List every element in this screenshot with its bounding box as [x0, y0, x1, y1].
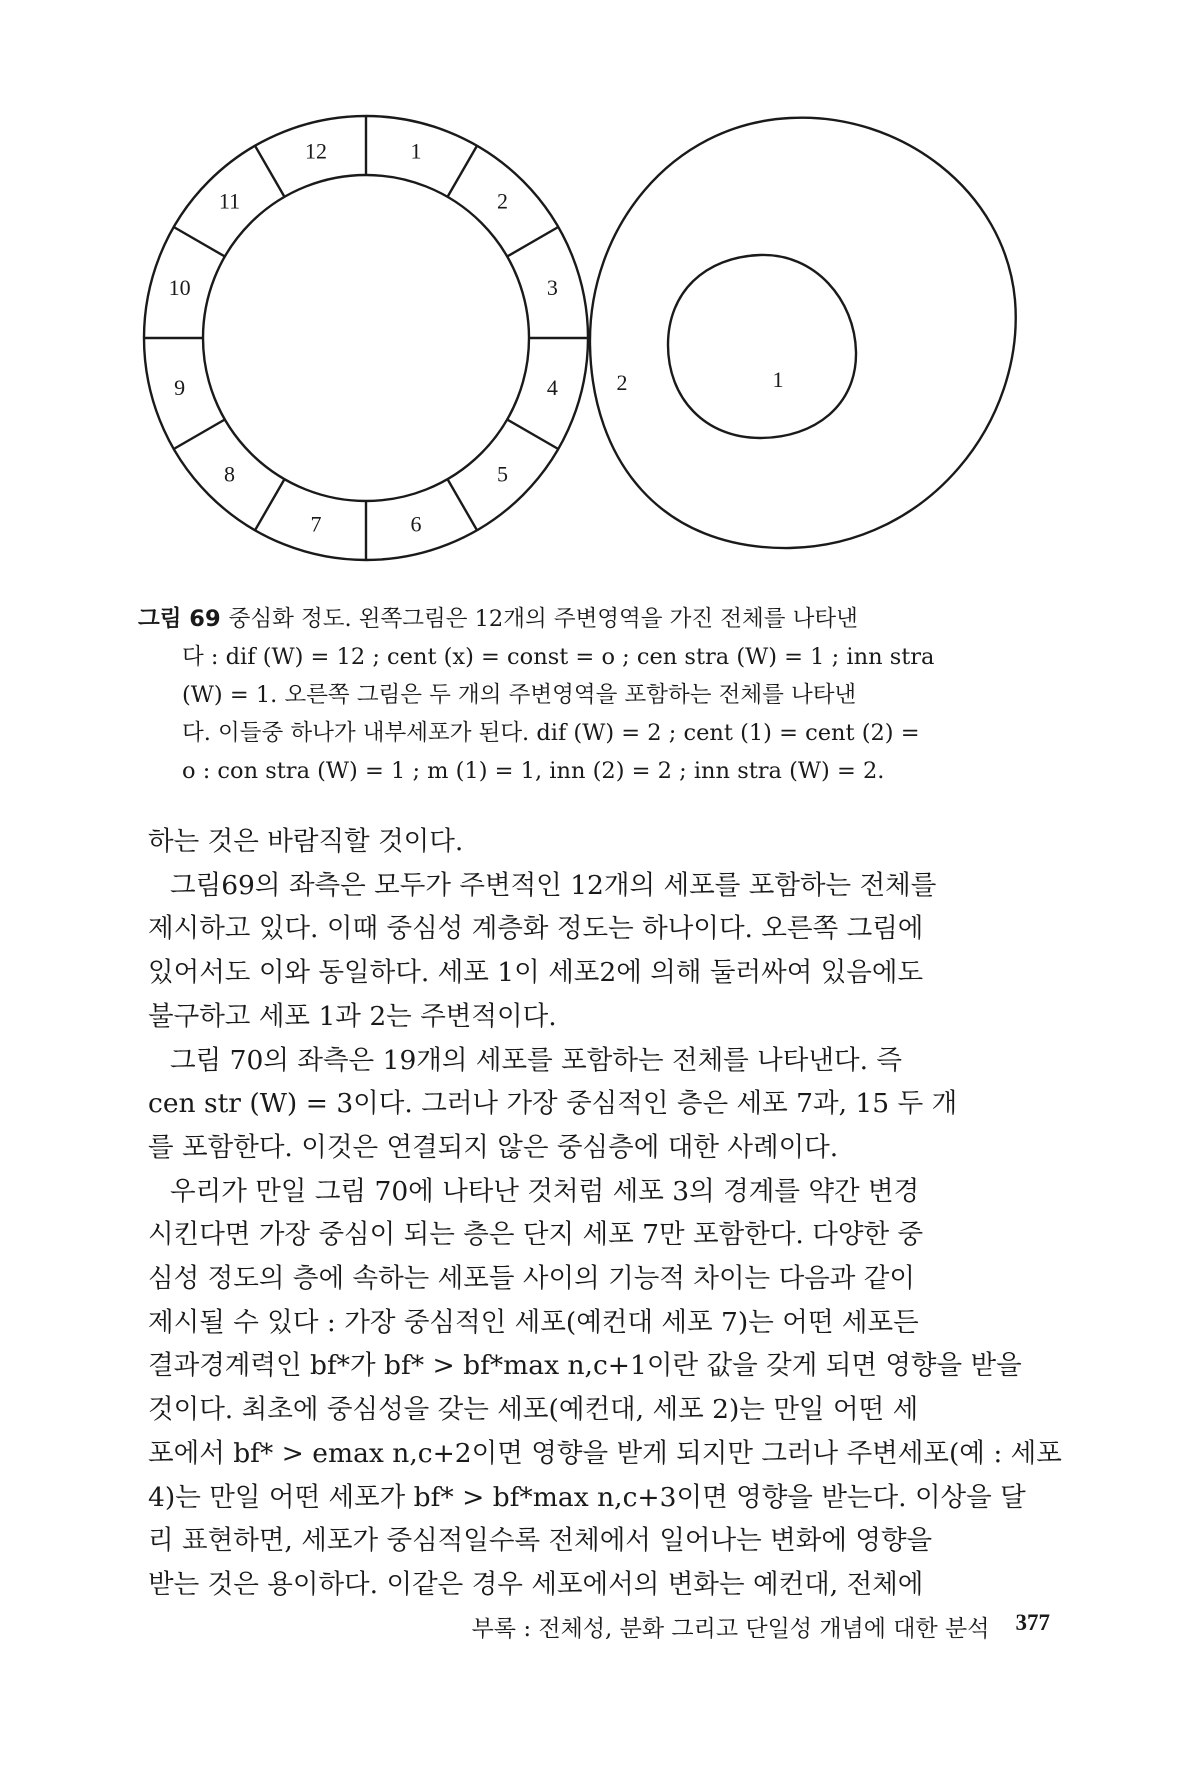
body-line: 그림69의 좌측은 모두가 주변적인 12개의 세포를 포함하는 전체를 — [170, 869, 937, 901]
segment-divider — [448, 479, 478, 530]
body-line: 리 표현하면, 세포가 중심적일수록 전체에서 일어나는 변화에 영향을 — [148, 1525, 933, 1557]
body-text — [148, 820, 1062, 1607]
body-line: 불구하고 세포 1과 2는 주변적이다. — [148, 1000, 557, 1032]
segment-divider — [255, 479, 285, 530]
body-line: 하는 것은 바람직할 것이다. — [148, 826, 464, 857]
segment-label: 6 — [410, 511, 422, 537]
caption-line-3: (W) = 1. 오른쪽 그림은 두 개의 주변영역을 포함하는 전체를 나타낸 — [182, 682, 857, 708]
body-line: 4)는 만일 어떤 세포가 bf* > bf*max n,c+3이면 영향을 받는다. 이상을 달 — [148, 1481, 1026, 1513]
body-line: cen str (W) = 3이다. 그러나 가장 중심적인 층은 세포 7과, 15 두 개 — [148, 1088, 958, 1120]
body-line: 제시하고 있다. 이때 중심성 계층화 정도는 하나이다. 오른쪽 그림에 — [148, 913, 924, 945]
caption-line-2: 다 : dif (W) = 12 ; cent (x) = const = o ; cen stra (W) = 1 ; inn stra — [182, 644, 935, 670]
left-segment-labels — [169, 139, 558, 537]
segment-divider — [448, 146, 478, 197]
caption-line-5: o : con stra (W) = 1 ; m (1) = 1, inn (2) = 2 ; inn stra (W) = 2. — [182, 758, 885, 784]
segment-label: 1 — [410, 138, 422, 164]
segment-label: 9 — [174, 374, 186, 400]
right-inner-label: 1 — [772, 367, 784, 392]
caption-line-4: 다. 이들중 하나가 내부세포가 된다. dif (W) = 2 ; cent (1) = cent (2) = — [182, 720, 920, 746]
body-line: 제시될 수 있다 : 가장 중심적인 세포(예컨대 세포 7)는 어떤 세포든 — [148, 1306, 919, 1338]
body-line: 포에서 bf* > emax n,c+2이면 영향을 받게 되지만 그러나 주변세포(예 : 세포 — [148, 1437, 1062, 1469]
segment-divider — [507, 227, 558, 257]
segment-label: 7 — [310, 511, 322, 537]
segment-divider — [507, 420, 558, 450]
segment-label: 12 — [305, 138, 328, 164]
body-line: 심성 정도의 층에 속하는 세포들 사이의 기능적 차이는 다음과 같이 — [148, 1263, 915, 1295]
body-line: 있어서도 이와 동일하다. 세포 1이 세포2에 의해 둘러싸여 있음에도 — [148, 957, 924, 989]
page-number: 377 — [1015, 1610, 1050, 1635]
segment-divider — [174, 227, 225, 257]
body-line: 시킨다면 가장 중심이 되는 층은 단지 세포 7만 포함한다. 다양한 중 — [148, 1219, 924, 1251]
caption-line-1: 그림 69 중심화 정도. 왼쪽그림은 12개의 주변영역을 가진 전체를 나타낸 — [138, 606, 858, 632]
page-footer — [310, 1610, 1050, 1643]
left-outer-circle — [144, 116, 588, 560]
body-line: 를 포함한다. 이것은 연결되지 않은 중심층에 대한 사례이다. — [148, 1131, 839, 1163]
segment-divider — [255, 146, 285, 197]
left-inner-circle — [203, 175, 529, 501]
right-inner-region — [668, 255, 856, 438]
body-line: 받는 것은 용이하다. 이같은 경우 세포에서의 변화는 예컨대, 전체에 — [148, 1568, 924, 1600]
segment-label: 4 — [546, 374, 558, 400]
segment-label: 5 — [496, 461, 508, 487]
body-line: 우리가 만일 그림 70에 나타난 것처럼 세포 3의 경계를 약간 변경 — [170, 1175, 920, 1207]
left-segment-dividers — [144, 116, 588, 560]
right-diagram — [590, 118, 1016, 548]
segment-divider — [174, 420, 225, 450]
caption-lead: 그림 69 — [138, 606, 221, 632]
segment-label: 3 — [546, 275, 558, 301]
left-diagram — [144, 116, 588, 560]
segment-label: 11 — [218, 188, 241, 214]
body-line: 그림 70의 좌측은 19개의 세포를 포함하는 전체를 나타낸다. 즉 — [170, 1044, 903, 1076]
figure-69 — [0, 0, 1193, 600]
running-title: 부록 : 전체성, 분화 그리고 단일성 개념에 대한 분석 — [471, 1616, 990, 1642]
body-line: 결과경계력인 bf*가 bf* > bf*max n,c+1이란 값을 갖게 되면 영향을 받을 — [148, 1350, 1022, 1382]
segment-label: 8 — [224, 461, 236, 487]
figure-caption — [138, 600, 1043, 790]
body-line: 것이다. 최초에 중심성을 갖는 세포(예컨대, 세포 2)는 만일 어떤 세 — [148, 1394, 919, 1426]
right-outer-region — [590, 118, 1016, 548]
segment-label: 2 — [496, 188, 508, 214]
right-outer-label: 2 — [616, 370, 628, 395]
segment-label: 10 — [168, 275, 191, 301]
